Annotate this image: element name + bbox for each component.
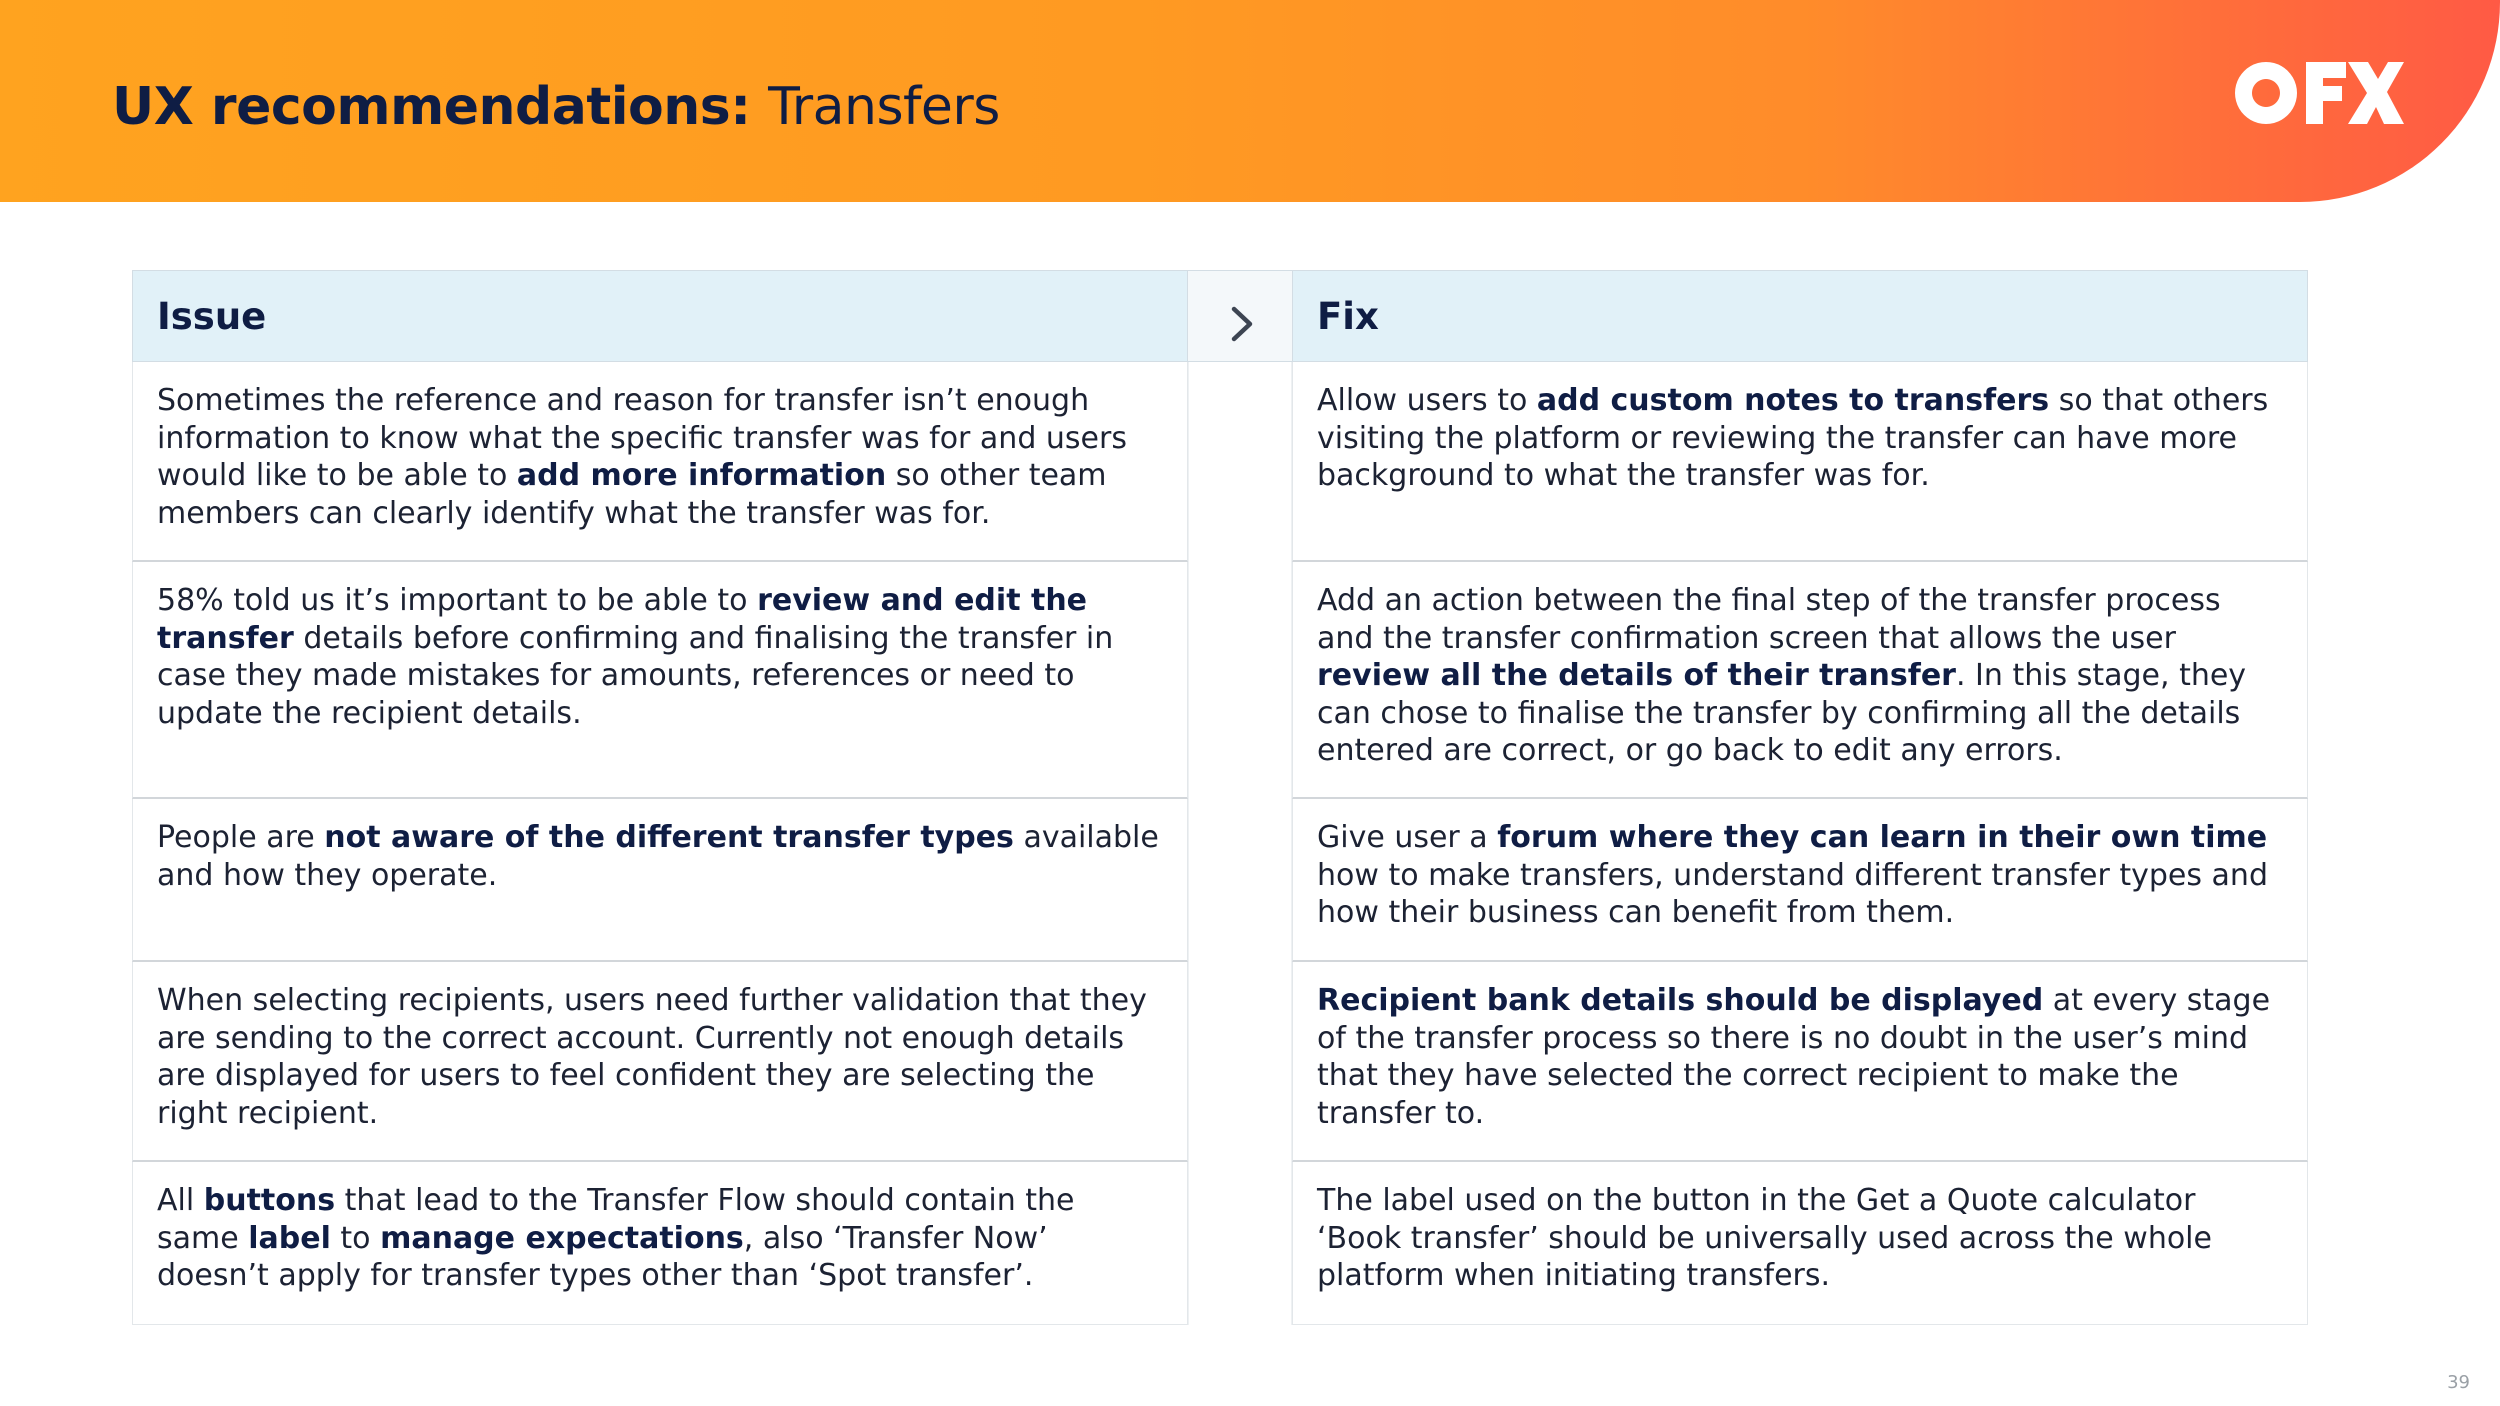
emphasis-text: Recipient bank details should be displayed	[1317, 983, 2044, 1018]
issue-cell	[132, 962, 1188, 1162]
body-text: The label used on the button in the Get a Quote calculator ‘Book transfer’ should be universally used across the whole platform when initiating transfers.	[1317, 1183, 2212, 1293]
issue-to-fix-arrow-cell	[1188, 270, 1292, 362]
issue-cell	[132, 1162, 1188, 1325]
emphasis-text: review and edit the transfer	[157, 583, 1088, 656]
issue-column	[132, 270, 1188, 1325]
body-text: that lead to the Transfer Flow should contain the same	[157, 1183, 1075, 1256]
emphasis-text: review all the details of their transfer	[1317, 658, 1956, 693]
fix-cell	[1292, 962, 2308, 1162]
page-title-subject: Transfers	[768, 77, 1000, 137]
ofx-logo	[2232, 52, 2404, 134]
page-title	[112, 72, 1000, 142]
body-text: how to make transfers, understand different transfer types and how their business can benefit from them.	[1317, 857, 2268, 930]
body-text: Give user a	[1317, 820, 1498, 855]
body-text: so other team members can clearly identify what the transfer was for.	[157, 458, 1107, 531]
chevron-right-icon	[1230, 305, 1254, 343]
body-text: Allow users to	[1317, 383, 1537, 418]
issue-cell	[132, 799, 1188, 962]
issue-cell	[132, 562, 1188, 799]
body-text: Add an action between the final step of the transfer process and the transfer confirmation screen that allows the user	[1317, 583, 2221, 656]
emphasis-text: manage expectations	[380, 1220, 744, 1256]
page-number: 39	[2447, 1372, 2470, 1393]
emphasis-text: add custom notes to transfers	[1536, 383, 2050, 418]
body-text: details before confirming and finalising the transfer in case they made mistakes for amounts, references or need to update the recipient details.	[157, 620, 1114, 731]
header-banner	[0, 0, 2500, 202]
body-text: 58% told us it’s important to be able to	[157, 583, 758, 618]
page-title-bold: UX recommendations:	[112, 77, 751, 137]
body-text: to	[330, 1220, 381, 1256]
fix-cell	[1292, 562, 2308, 799]
body-text: . In this stage, they can chose to finalise the transfer by confirming all the details entered are correct, or go back to edit any errors.	[1317, 658, 2247, 768]
emphasis-text: buttons	[203, 1183, 336, 1218]
issue-cell	[132, 362, 1188, 562]
body-text: All	[157, 1183, 204, 1218]
emphasis-text: forum where they can learn in their own time	[1497, 820, 2268, 855]
emphasis-text: add more information	[516, 458, 887, 493]
body-text: , also ‘Transfer Now’ doesn’t apply for transfer types other than ‘Spot transfer’.	[157, 1220, 1048, 1293]
body-text: available and how they operate.	[157, 820, 1159, 893]
fix-column	[1292, 270, 2308, 1325]
column-divider	[1188, 362, 1292, 1325]
issue-column-header: Issue	[132, 270, 1188, 362]
body-text: so that others visiting the platform or reviewing the transfer can have more background to what the transfer was for.	[1317, 383, 2269, 493]
fix-cell	[1292, 362, 2308, 562]
body-text: Sometimes the reference and reason for transfer isn’t enough information to know what the specific transfer was for and users would like to be able to	[157, 383, 1127, 493]
emphasis-text: label	[248, 1220, 331, 1256]
body-text: People are	[157, 820, 325, 855]
emphasis-text: not aware of the different transfer types	[324, 820, 1014, 855]
body-text: When selecting recipients, users need further validation that they are sending to the correct account. Currently not enough details are displayed for users to feel confident they are selecting the right recipient.	[157, 983, 1147, 1131]
fix-cell	[1292, 799, 2308, 962]
fix-column-header: Fix	[1292, 270, 2308, 362]
fix-cell	[1292, 1162, 2308, 1325]
body-text: at every stage of the transfer process so there is no doubt in the user’s mind that they have selected the correct recipient to make the transfer to.	[1317, 983, 2271, 1131]
